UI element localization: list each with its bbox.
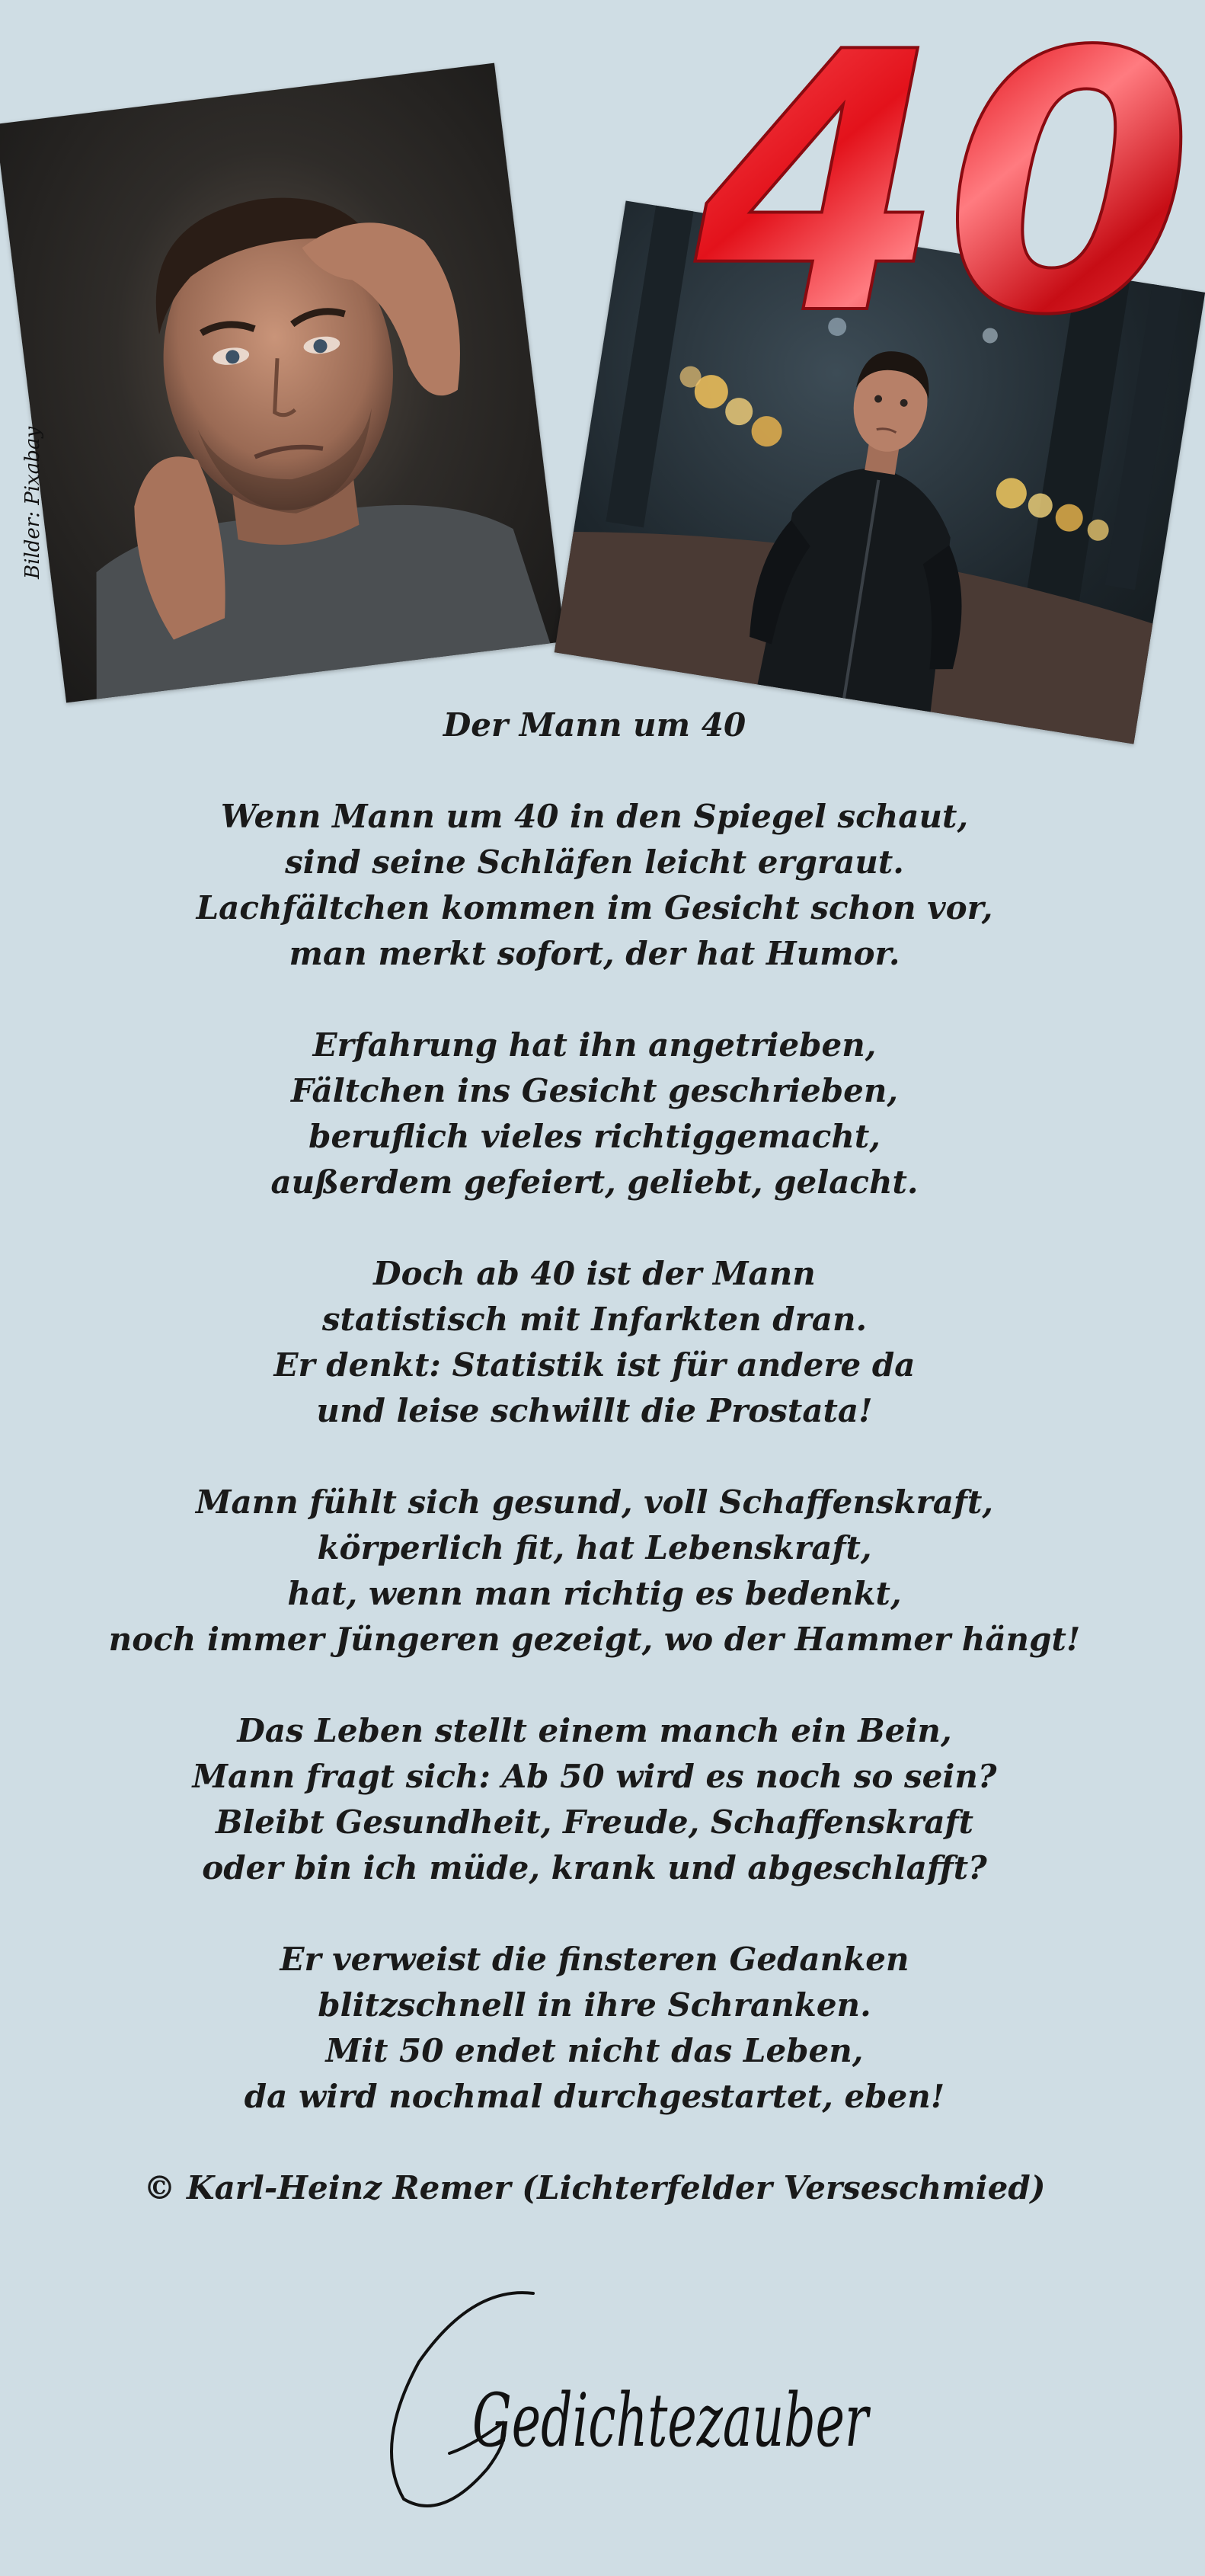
poem-line: beruflich vieles richtiggemacht, bbox=[308, 1118, 881, 1155]
poem-line: Wenn Mann um 40 in den Spiegel schaut, bbox=[220, 798, 969, 835]
poem-line: man merkt sofort, der hat Humor. bbox=[289, 935, 900, 972]
copyright-line: © Karl-Heinz Remer (Lichterfelder Verseschmied) bbox=[143, 2169, 1046, 2206]
poem-line: Bleibt Gesundheit, Freude, Schaffenskraft bbox=[215, 1803, 974, 1841]
stanza-5 bbox=[0, 1708, 1189, 1891]
poem-line: statistisch mit Infarkten dran. bbox=[321, 1301, 868, 1338]
poem-line: und leise schwillt die Prostata! bbox=[316, 1392, 873, 1429]
stanza-3 bbox=[0, 1251, 1189, 1434]
image-credit: Bilder: Pixabay bbox=[21, 426, 44, 579]
poem-line: Er verweist die finsteren Gedanken bbox=[280, 1941, 909, 1978]
worried-man-illustration bbox=[0, 63, 565, 703]
poem-line: Mann fühlt sich gesund, voll Schaffenskraft, bbox=[195, 1483, 994, 1521]
poem-line: außerdem gefeiert, geliebt, gelacht. bbox=[270, 1163, 919, 1201]
big-number-40 bbox=[695, 0, 1194, 393]
poem-line: Das Leben stellt einem manch ein Bein, bbox=[237, 1712, 952, 1749]
poem-line: Er denkt: Statistik ist für andere da bbox=[273, 1346, 916, 1384]
poem-line: hat, wenn man richtig es bedenkt, bbox=[287, 1575, 902, 1612]
signature-gedichtezauber bbox=[358, 2270, 891, 2530]
poem-line: sind seine Schläfen leicht ergraut. bbox=[285, 843, 904, 881]
poem-line: körperlich fit, hat Lebenskraft, bbox=[317, 1529, 872, 1566]
poem-line: Fältchen ins Gesicht geschrieben, bbox=[290, 1072, 899, 1109]
stanza-2 bbox=[0, 1022, 1189, 1205]
stanza-6 bbox=[0, 1937, 1189, 2120]
poem-line: blitzschnell in ihre Schranken. bbox=[318, 1986, 871, 2024]
svg-text:Gedichtezauber: Gedichtezauber bbox=[472, 2378, 871, 2463]
poem bbox=[0, 702, 1189, 2211]
stanza-4 bbox=[0, 1480, 1189, 1662]
svg-text:40: 40 bbox=[695, 0, 1194, 393]
poem-line: noch immer Jüngeren gezeigt, wo der Hammer hängt! bbox=[108, 1621, 1081, 1658]
photo-worried-man bbox=[0, 63, 565, 703]
poem-line: oder bin ich müde, krank und abgeschlafft? bbox=[202, 1849, 987, 1886]
poem-line: da wird nochmal durchgestartet, eben! bbox=[244, 2078, 945, 2115]
poem-line: Mit 50 endet nicht das Leben, bbox=[325, 2032, 864, 2069]
poem-line: Doch ab 40 ist der Mann bbox=[373, 1255, 816, 1292]
poem-line: Mann fragt sich: Ab 50 wird es noch so sein? bbox=[192, 1758, 997, 1795]
poem-line: Lachfältchen kommen im Gesicht schon vor, bbox=[196, 889, 993, 926]
stanza-1 bbox=[0, 794, 1189, 977]
poem-title: Der Mann um 40 bbox=[443, 706, 746, 744]
poem-line: Erfahrung hat ihn angetrieben, bbox=[312, 1026, 877, 1064]
